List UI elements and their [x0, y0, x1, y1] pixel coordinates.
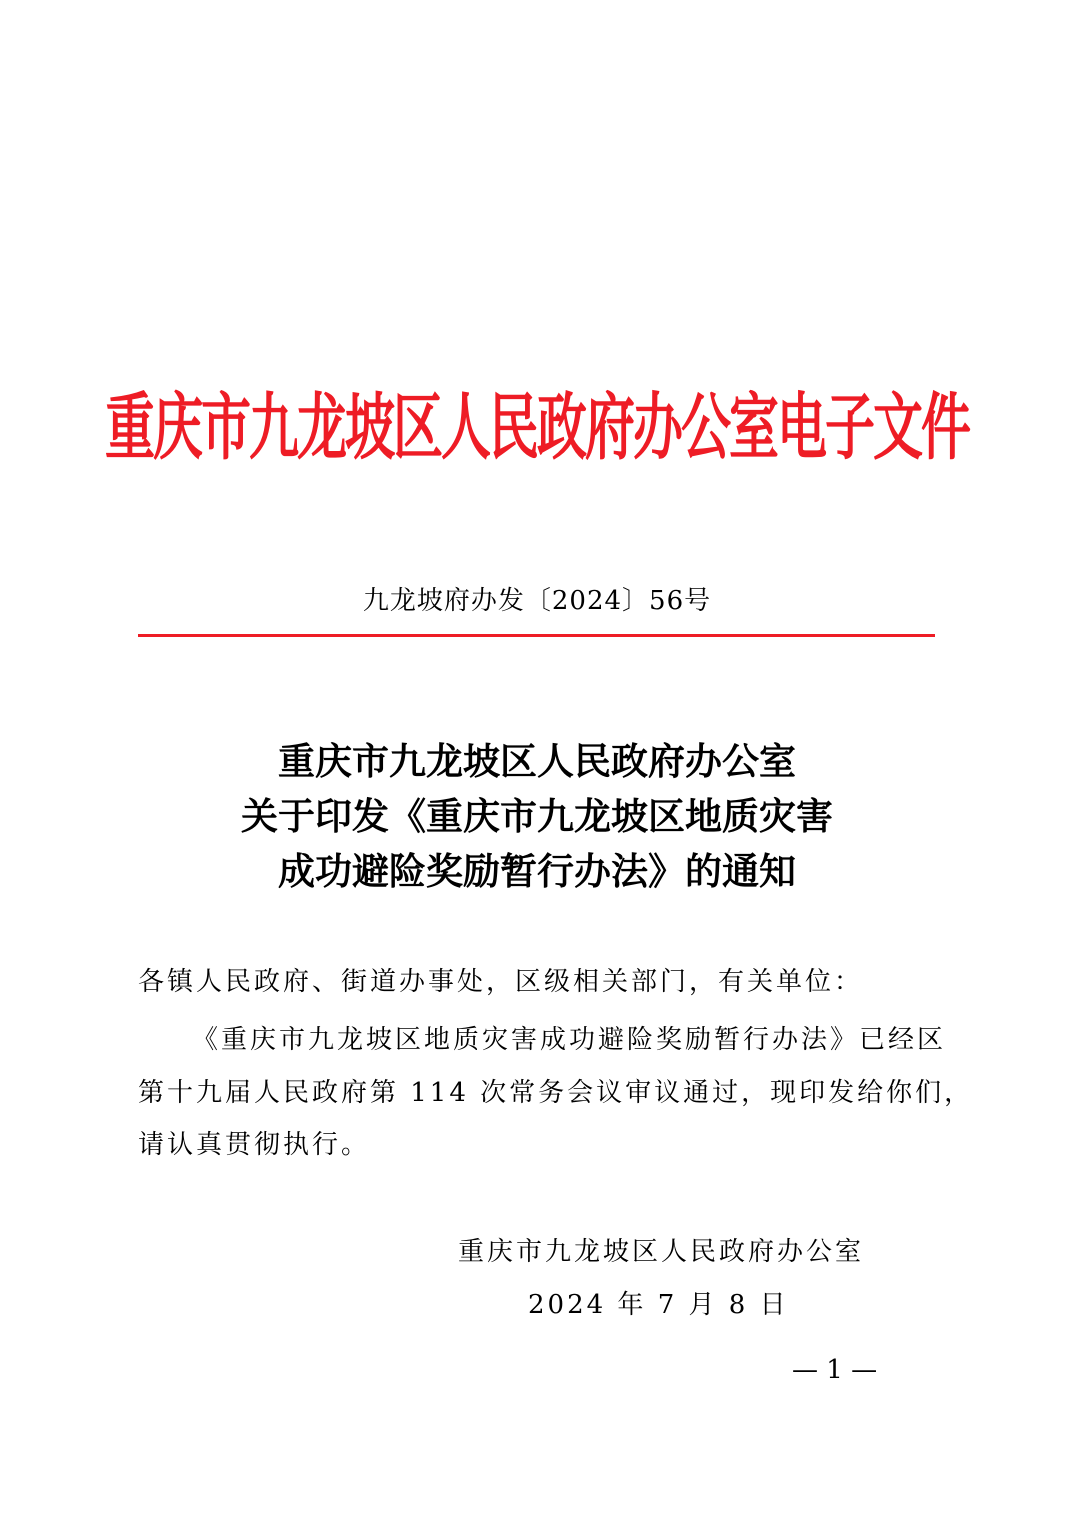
paragraph-line: 第十九届人民政府第 114 次常务会议审议通过，现印发给你们，: [138, 1077, 974, 1108]
masthead-text: 重庆市九龙坡区人民政府办公室电子文件: [105, 385, 969, 471]
issuing-office: 重庆市九龙坡区人民政府办公室: [458, 1237, 865, 1267]
red-divider-line: [138, 634, 935, 637]
page-number: — 1 —: [792, 1355, 878, 1385]
document-number: 九龙坡府办发〔2024〕56号: [362, 586, 712, 616]
body-paragraph: [138, 1014, 974, 1172]
issue-date: 2024 年 7 月 8 日: [528, 1290, 789, 1320]
title-line-1: 重庆市九龙坡区人民政府办公室: [278, 739, 796, 783]
document-title: [0, 734, 1074, 899]
title-line-2: 关于印发《重庆市九龙坡区地质灾害: [241, 794, 833, 838]
document-masthead: [0, 378, 1074, 478]
title-line-3: 成功避险奖励暂行办法》的通知: [278, 849, 796, 893]
paragraph-line: 《重庆市九龙坡区地质灾害成功避险奖励暂行办法》已经区: [192, 1025, 947, 1055]
paragraph-line: 请认真贯彻执行。: [138, 1130, 371, 1160]
salutation: 各镇人民政府、街道办事处，区级相关部门，有关单位：: [138, 967, 864, 997]
